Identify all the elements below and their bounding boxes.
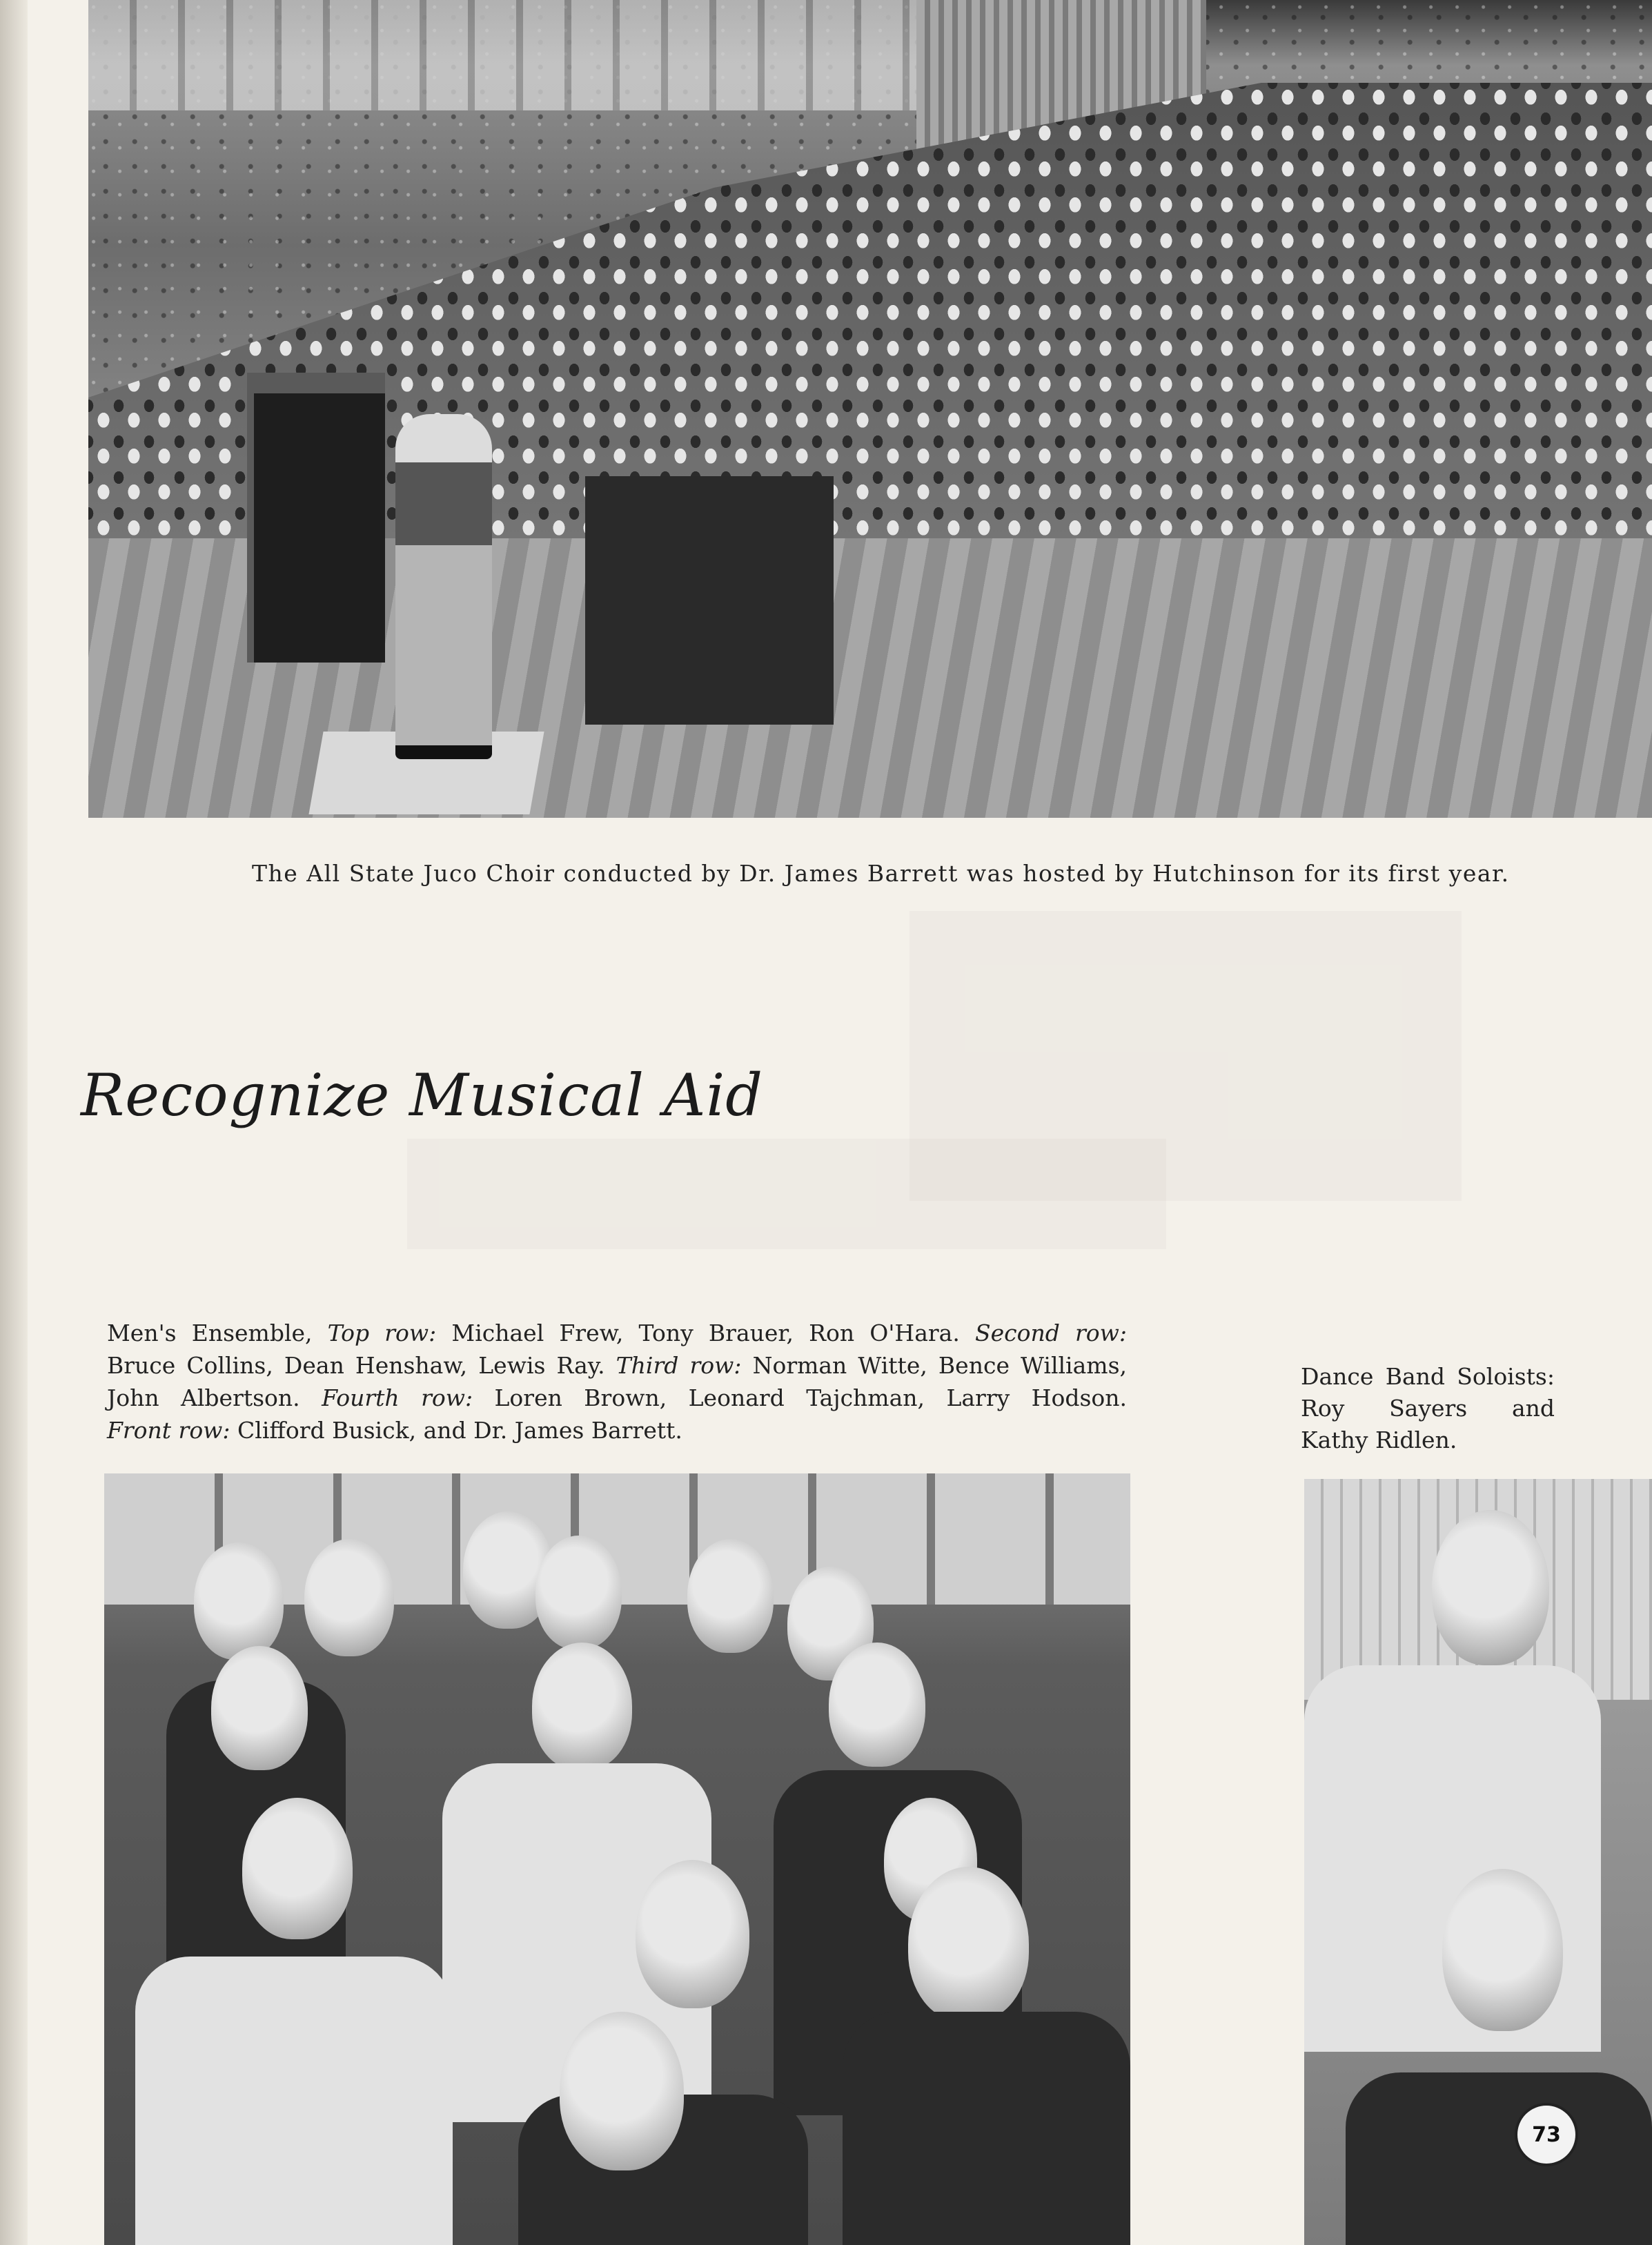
caption-text: Loren Brown, Leonard Tajchman, Larry Hodson. [473, 1384, 1127, 1411]
show-through-ghost [407, 1139, 1166, 1249]
caption-text: Clifford Busick, and Dr. James Barrett. [230, 1417, 682, 1444]
ensemble-caption-line [107, 1349, 1127, 1382]
page-heading: Recognize Musical Aid [81, 1061, 764, 1129]
caption-text: Michael Frew, Tony Brauer, Ron O'Hara. [436, 1320, 975, 1346]
ensemble-photo-face [829, 1643, 925, 1767]
choir-photo-organ [585, 476, 834, 725]
ensemble-photo-person [843, 2012, 1130, 2245]
soloists-photo-person [1346, 2072, 1652, 2245]
soloists-caption-line: Kathy Ridlen. [1301, 1427, 1457, 1453]
row-label: Fourth row: [322, 1384, 473, 1411]
ensemble-caption [107, 1317, 1127, 1447]
ensemble-photo-face [560, 2012, 684, 2170]
soloists-photo [1304, 1479, 1652, 2245]
caption-text: John Albertson. [107, 1384, 322, 1411]
row-label: Front row: [107, 1417, 230, 1444]
number-badge: 73 [1515, 2103, 1578, 2166]
soloists-photo-face [1432, 1510, 1549, 1665]
ensemble-caption-line [107, 1317, 1127, 1349]
soloists-photo-face [1442, 1869, 1563, 2031]
soloists-caption-line: Roy Sayers and [1301, 1395, 1555, 1422]
ensemble-photo-face [532, 1643, 632, 1770]
ensemble-photo [104, 1473, 1130, 2245]
caption-text: Norman Witte, Bence Williams, [741, 1352, 1128, 1379]
ensemble-photo-face [535, 1536, 622, 1649]
row-label: Second row: [974, 1320, 1127, 1346]
soloists-caption-line: Dance Band Soloists: [1301, 1363, 1555, 1390]
ensemble-photo-face [908, 1867, 1029, 2022]
caption-text: Bruce Collins, Dean Henshaw, Lewis Ray. [107, 1352, 616, 1379]
choir-photo-piano [247, 373, 385, 663]
ensemble-photo-face [636, 1860, 749, 2008]
ensemble-caption-line [107, 1382, 1127, 1414]
choir-photo-bleachers [88, 0, 916, 110]
ensemble-caption-line [107, 1414, 1127, 1447]
row-label: Third row: [616, 1352, 742, 1379]
page-binding-shadow [0, 0, 28, 2245]
ensemble-photo-face [242, 1798, 353, 1939]
ensemble-photo-face [304, 1539, 394, 1656]
caption-text: Men's Ensemble, [107, 1320, 328, 1346]
choir-photo-conductor [395, 414, 492, 759]
ensemble-photo-face [211, 1646, 308, 1770]
ensemble-photo-face [194, 1542, 284, 1660]
choir-photo [88, 0, 1652, 818]
soloists-caption [1301, 1361, 1555, 1456]
ensemble-photo-person [135, 1957, 453, 2245]
row-label: Top row: [327, 1320, 437, 1346]
choir-photo-caption: The All State Juco Choir conducted by Dr. James Barrett was hosted by Hutchinson for its first year. [252, 860, 1510, 887]
ensemble-photo-face [687, 1539, 774, 1653]
